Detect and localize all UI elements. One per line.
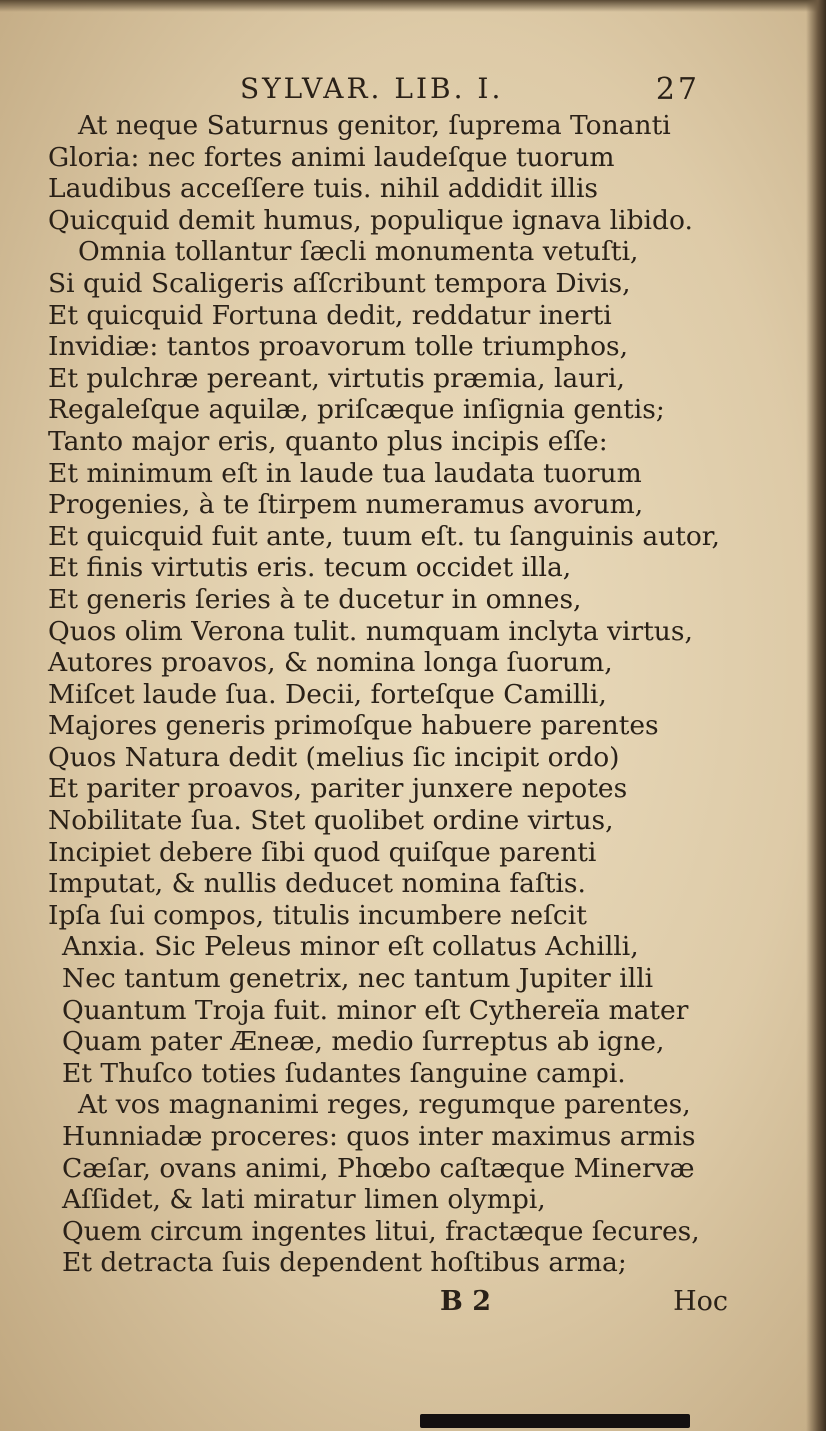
verse-line: Et quicquid Fortuna dedit, reddatur inerti	[48, 299, 612, 331]
verse-line: Hunniadæ proceres: quos inter maximus armis	[62, 1121, 696, 1152]
verse-line: Et pariter proavos, pariter junxere nepotes	[48, 773, 628, 805]
verse-line: Ipſa ſui compos, titulis incumbere neſcit	[48, 899, 587, 931]
verse-line: Majores generis primoſque habuere parentes	[48, 710, 659, 742]
binding-edge	[420, 1414, 690, 1428]
catchword: Hoc	[673, 1286, 728, 1317]
verse-line: Quam pater Æneæ, medio ſurreptus ab igne,	[62, 1026, 665, 1058]
verse-line: Laudibus acceſſere tuis. nihil addidit illis	[48, 173, 599, 205]
verse-line: At neque Saturnus genitor, ſuprema Tonanti	[78, 110, 671, 141]
verse-line: Miſcet laude ſua. Decii, forteſque Camilli,	[48, 678, 607, 710]
page-top-shadow	[0, 0, 826, 12]
verse-line: Quantum Troja fuit. minor eſt Cythereïa mater	[62, 994, 689, 1026]
verse-line: Progenies, à te ſtirpem numeramus avorum,	[48, 489, 644, 521]
verse-line: Et minimum eſt in laude tua laudata tuorum	[48, 457, 642, 489]
verse-line: Et detracta ſuis dependent hoſtibus arma;	[62, 1247, 627, 1279]
verse-line: Et pulchræ pereant, virtutis præmia, lauri,	[48, 362, 625, 394]
running-title: SYLVAR. LIB. I.	[240, 72, 504, 105]
verse-line: Autores proavos, & nomina longa ſuorum,	[48, 647, 613, 679]
verse-line: Et quicquid fuit ante, tuum eſt. tu ſanguinis autor,	[48, 520, 720, 552]
page-number: 27	[655, 72, 700, 107]
page-gutter-shadow	[806, 0, 826, 1431]
verse-line: Cæſar, ovans animi, Phœbo caſtæque Minervæ	[62, 1152, 695, 1184]
verse-line: Incipiet debere ſibi quod quiſque parenti	[48, 836, 597, 868]
signature-mark: B 2	[440, 1286, 492, 1317]
verse-block	[48, 110, 788, 1279]
verse-line: Aſſidet, & lati miratur limen olympi,	[62, 1184, 546, 1216]
verse-line: At vos magnanimi reges, regumque parentes,	[78, 1089, 691, 1121]
verse-line: Nec tantum genetrix, nec tantum Jupiter illi	[62, 963, 654, 995]
page-header	[240, 72, 700, 112]
verse-line: Regaleſque aquilæ, priſcæque inſignia gentis;	[48, 394, 665, 426]
page-footer	[48, 1286, 728, 1322]
verse-line: Nobilitate ſua. Stet quolibet ordine virtus,	[48, 805, 614, 837]
verse-line: Invidiæ: tantos proavorum tolle triumphos,	[48, 331, 629, 363]
verse-line: Omnia tollantur ſæcli monumenta vetuſti,	[78, 236, 639, 268]
verse-line: Si quid Scaligeris aſſcribunt tempora Divis,	[48, 267, 631, 299]
verse-line: Anxia. Sic Peleus minor eſt collatus Achilli,	[62, 931, 639, 963]
verse-line: Et Thuſco toties ſudantes ſanguine campi.	[62, 1057, 626, 1089]
verse-line: Quicquid demit humus, populique ignava libido.	[48, 204, 693, 236]
verse-line: Et finis virtutis eris. tecum occidet illa,	[48, 552, 572, 584]
verse-line: Quem circum ingentes litui, fractæque ſecures,	[62, 1215, 700, 1247]
verse-line: Imputat, & nullis deducet nomina faſtis.	[48, 868, 586, 900]
verse-line: Quos olim Verona tulit. numquam inclyta virtus,	[48, 615, 693, 647]
verse-line: Gloria: nec fortes animi laudeſque tuorum	[48, 141, 615, 173]
verse-line: Et generis ſeries à te ducetur in omnes,	[48, 583, 582, 615]
verse-line: Quos Natura dedit (melius ſic incipit ordo)	[48, 741, 620, 773]
verse-line: Tanto major eris, quanto plus incipis eſſe:	[48, 425, 608, 457]
